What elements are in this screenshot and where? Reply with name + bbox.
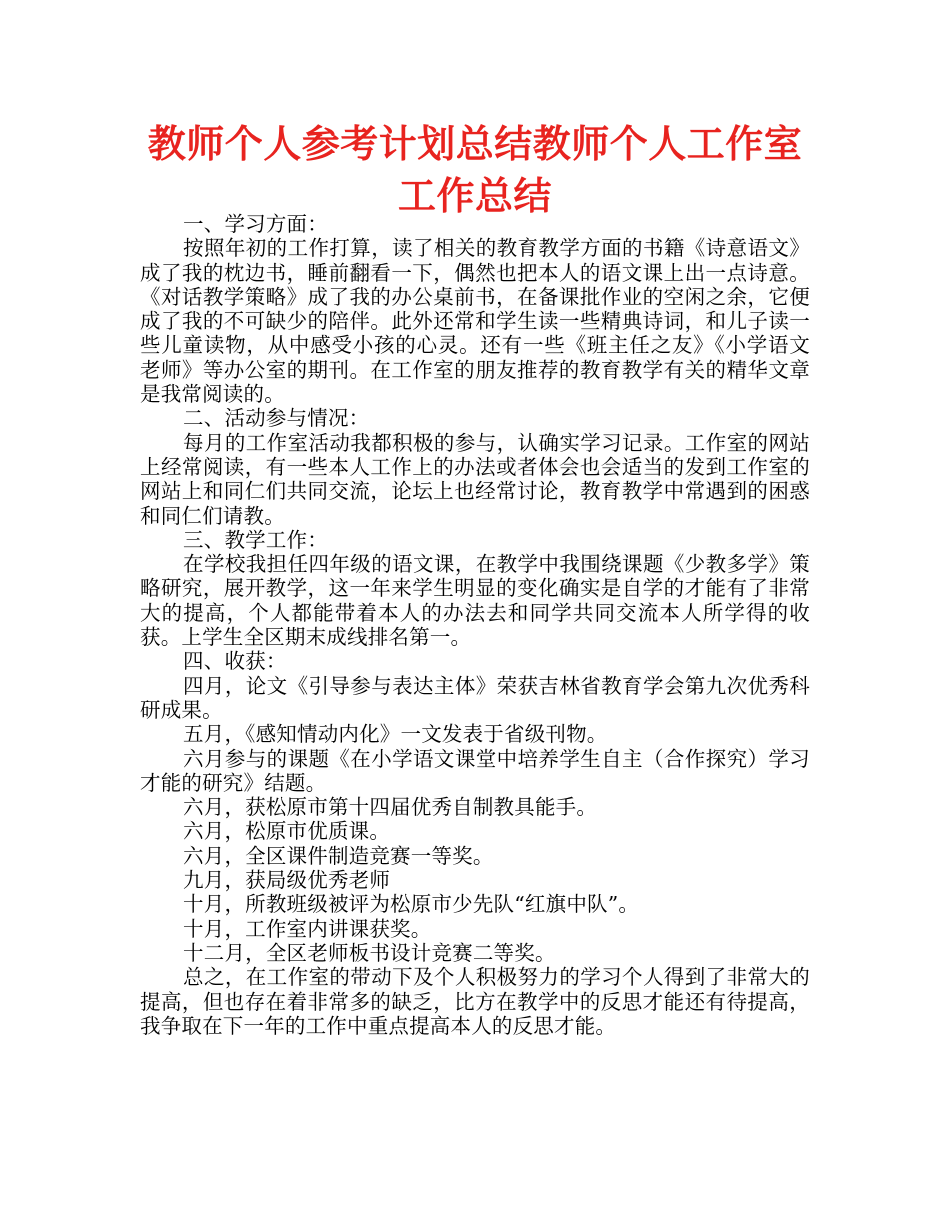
section-heading-activities: 二、活动参与情况： [183, 406, 370, 431]
achievement-item: 六月，获松原市第十四届优秀自制教具能手。 [183, 795, 598, 820]
achievement-item: 九月，获局级优秀老师 [183, 868, 391, 893]
achievement-item: 十二月，全区老师板书设计竞赛二等奖。 [183, 940, 556, 965]
achievement-item: 五月，《感知情动内化》一文发表于省级刊物。 [183, 722, 608, 747]
section-heading-achievements: 四、收获： [183, 649, 287, 674]
achievement-item: 四月，论文《引导参与表达主体》荣获吉林省教育学会第九次优秀科研成果。 [140, 673, 810, 722]
section-heading-study: 一、学习方面： [183, 212, 328, 236]
paragraph-teaching: 在学校我担任四年级的语文课，在教学中我围绕课题《少教多学》策略研究，展开教学，这一年来学生明显的变化确实是自学的才能有了非常大的提高，个人都能带着本人的办法去和同学共同交流本人所学得的收获。上学生全区期末成线排名第一。 [140, 552, 810, 650]
paragraph-activities: 每月的工作室活动我都积极的参与，认确实学习记录。工作室的网站上经常阅读，有一些本人工作上的办法或者体会也会适当的发到工作室的网站上和同仁们共同交流，论坛上也经常讨论，教育教学中常遇到的困惑和同仁们请教。 [140, 430, 810, 528]
document-title: 教师个人参考计划总结教师个人工作室工作总结 [147, 122, 803, 218]
achievement-item: 六月，全区课件制造竞赛一等奖。 [183, 843, 494, 868]
section-heading-teaching: 三、教学工作： [183, 527, 328, 552]
achievement-item: 六月，松原市优质课。 [183, 819, 391, 844]
paragraph-study: 按照年初的工作打算，读了相关的教育教学方面的书籍《诗意语文》成了我的枕边书，睡前翻看一下，偶然也把本人的语文课上出一点诗意。《对话教学策略》成了我的办公桌前书，在备课批作业的空闲之余，它便成了我的不可缺少的陪伴。此外还常和学生读一些精典诗词，和儿子读一些儿童读物，从中感受小孩的心灵。还有一些《班主任之友》《小学语文老师》等办公室的期刊。在工作室的朋友推荐的教育教学有关的精华文章是我常阅读的。 [140, 236, 810, 407]
paragraph-conclusion: 总之，在工作室的带动下及个人积极努力的学习个人得到了非常大的提高，但也存在着非常多的缺乏，比方在教学中的反思才能还有待提高，我争取在下一年的工作中重点提高本人的反思才能。 [140, 965, 810, 1038]
document-body [140, 212, 810, 1038]
achievement-item: 六月参与的课题《在小学语文课堂中培养学生自主（合作探究）学习才能的研究》结题。 [140, 746, 810, 795]
achievement-item: 十月，所教班级被评为松原市少先队“红旗中队”。 [183, 892, 640, 917]
achievement-item: 十月，工作室内讲课获奖。 [183, 916, 432, 941]
